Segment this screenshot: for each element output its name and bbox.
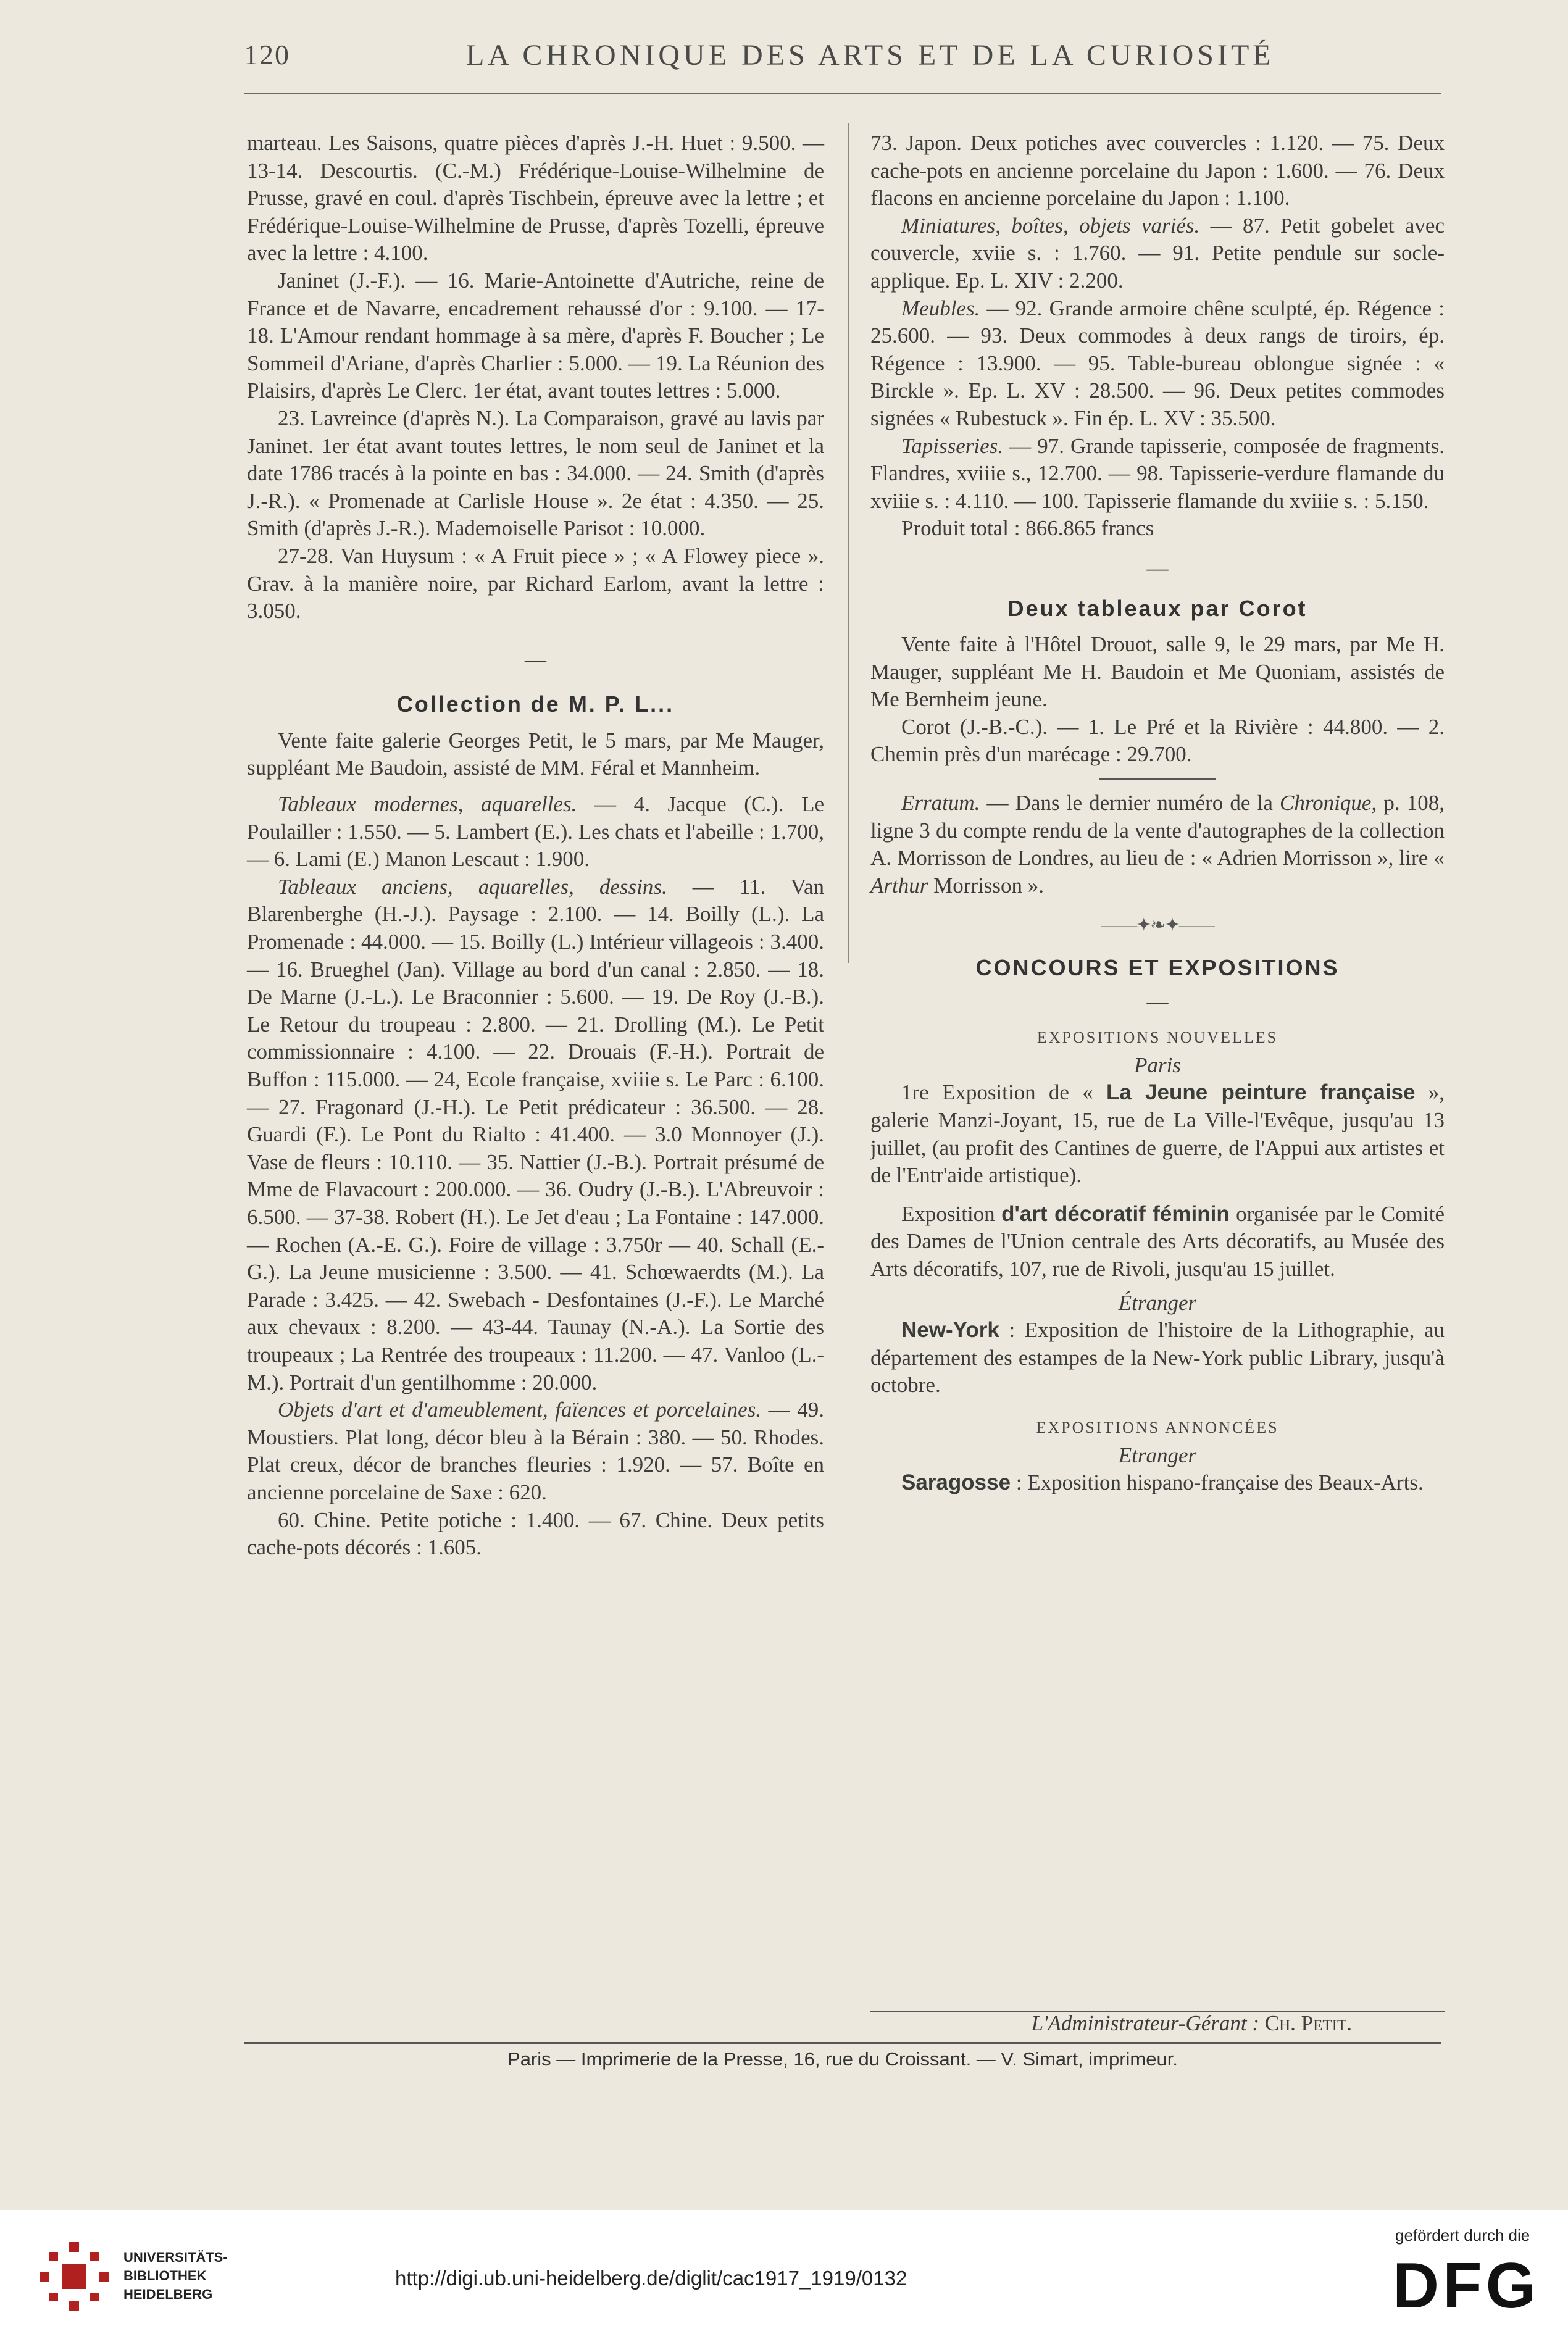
left-column [247,130,824,1562]
paragraph: marteau. Les Saisons, quatre pièces d'après J.-H. Huet : 9.500. — 13-14. Descourtis. (C.-M.) Frédérique-Louise-Wilhelmine de Prusse, gravé en coul. d'après Tischbein, épreuve avec la lettre ; et Frédérique-Louise-Wilhelmine de Prusse, d'après Tozelli, épreuve avec la lettre : 4.100. [247,131,824,265]
paragraph: Vente faite à l'Hôtel Drouot, salle 9, le 29 mars, par Me H. Mauger, suppléant Me H. Baudoin et Me Quoniam, assistés de Me Bernheim jeune. [870,632,1445,712]
paragraph: 60. Chine. Petite potiche : 1.400. — 67. Chine. Deux petits cache-pots décorés : 1.605. [247,1507,824,1560]
paragraph: Vente faite galerie Georges Petit, le 5 mars, par Me Mauger, suppléant Me Baudoin, assisté de MM. Féral et Mannheim. [247,728,824,780]
paragraph: Tableaux modernes, aquarelles. — 4. Jacque (C.). Le Poulailler : 1.550. — 5. Lambert (E.). Les chats et l'abeille : 1.700, — 6. Lami (E.) Manon Lescaut : 1.900. [247,792,825,872]
category-label: Tableaux modernes, aquarelles. [278,792,577,817]
place-heading: Paris [1134,1053,1181,1077]
place-heading: Étranger [1118,1290,1197,1315]
paragraph: 73. Japon. Deux potiches avec couvercles : 1.120. — 75. Deux cache-pots en ancienne porcelaine du Japon : 1.600. — 76. Deux flacons en ancienne porcelaine du Japon : 1.100. [870,131,1445,211]
section-heading: Collection de M. P. L... [396,691,675,717]
category-label: Tableaux anciens, aquarelles, dessins. [278,874,667,899]
paragraph: Saragosse : Exposition hispano-française des Beaux-Arts. [901,1470,1424,1495]
right-column [870,130,1445,1497]
paragraph: New-York : Exposition de l'histoire de la Lithographie, au département des estampes de la New-York public Library, jusqu'à octobre. [870,1318,1445,1398]
running-head [244,38,1441,81]
imprint-rule [244,2042,1441,2044]
category-label: Meubles. [901,296,980,320]
dfg-logo: DFG [1393,2250,1540,2322]
erratum-paragraph: Erratum. — Dans le dernier numéro de la Chronique, p. 108, ligne 3 du compte rendu de la vente d'autographes de la collection A. Morrisson de Londres, au lieu de : « Adrien Morrisson », lire « Arthur Morrisson ». [870,791,1445,898]
header-rule [244,93,1441,94]
paragraph: Miniatures, boîtes, objets variés. — 87. Petit gobelet avec couvercle, xviie s. : 1.760. — 91. Petite pendule sur socle-applique. Ep. L. XIV : 2.200. [870,213,1445,293]
printer-imprint: Paris — Imprimerie de la Presse, 16, rue du Croissant. — V. Simart, imprimeur. [507,2048,1178,2070]
paragraph: 1re Exposition de « La Jeune peinture française », galerie Manzi-Joyant, 15, rue de La Ville-l'Evêque, jusqu'au 13 juillet, (au profit des Cantines de guerre, de l'Appui aux artistes et de l'Entr'aide artistique). [870,1080,1445,1188]
paragraph: Corot (J.-B.-C.). — 1. Le Pré et la Rivière : 44.800. — 2. Chemin près d'un marécage : 29.700. [870,714,1445,767]
separator-dash: — [1146,556,1169,580]
category-label: Tapisseries. [901,433,1004,458]
separator-dash: — [1146,989,1169,1014]
short-rule [1099,778,1216,780]
permalink-url[interactable]: http://digi.ub.uni-heidelberg.de/diglit/cac1917_1919/0132 [395,2267,907,2290]
paragraph: Exposition d'art décoratif féminin organisée par le Comité des Dames de l'Union centrale des Arts décoratifs, au Musée des Arts décoratifs, 107, rue de Rivoli, jusqu'au 15 juillet. [870,1201,1445,1281]
paragraph: Meubles. — 92. Grande armoire chêne sculpté, ép. Régence : 25.600. — 93. Deux commodes à deux rangs de tiroirs, ép. Régence : 13.900. — 95. Table-bureau oblongue signée : « Birckle ». Ep. L. XV : 28.500. — 96. Deux petites commodes signées « Rubestuck ». Fin ép. L. XV : 35.500. [870,296,1445,430]
section-heading: Deux tableaux par Corot [1007,595,1307,621]
university-seal-icon [37,2240,111,2314]
column-divider [848,123,849,963]
university-name: UNIVERSITÄTS- BIBLIOTHEK HEIDELBERG [123,2249,228,2302]
category-label: Objets d'art et d'ameublement, faïences et porcelaines. [278,1398,762,1422]
subsection-heading: EXPOSITIONS ANNONCÉES [1036,1418,1279,1436]
paragraph: Tableaux anciens, aquarelles, dessins. — 11. Van Blarenberghe (H.-J.). Paysage : 2.100. — 14. Boilly (L.). La Promenade : 44.000. — 15. Boilly (L.) Intérieur villageois : 3.400. — 16. Brueghel (Jan). Village au bord d'un canal : 2.850. — 18. De Marne (J.-L.). Le Braconnier : 5.600. — 19. De Roy (J.-B.). Le Retour du troupeau : 2.800. — 21. Drolling (M.). Le Petit commissionnaire : 4.100. — 22. Drouais (F.-H.). Portrait de Buffon : 115.000. — 24, Ecole française, xviiie s. Le Parc : 6.100. — 27. Fragonard (J.-H.). Le Petit prédicateur : 36.500. — 28. Guardi (F.). Le Pont du Rialto : 41.400. — 3.0 Monnoyer (J.). Vase de fleurs : 10.110. — 35. Nattier (J.-B.). Portrait présumé de Mme de Flavacourt : 200.000. — 36. Oudry (J.-B.). L'Abreuvoir : 6.500. — 37-38. Robert (H.). Le Jet d'eau ; La Fontaine : 147.000. — Rochen (A.-E. G.). Foire de village : 3.750r — 40. Schall (E.-G.). La Jeune musicienne : 3.500. — 41. Schœwaerdts (M.). La Parade : 3.425. — 42. Swebach - Desfontaines (J.-F.). Le Marché aux chevaux : 8.200. — 43-44. Taunay (N.-A.). La Sortie des troupeaux ; La Rentrée des troupeaux : 11.200. — 47. Vanloo (L.-M.). Portrait d'un gentilhomme : 20.000. [247,874,825,1394]
paragraph: 23. Lavreince (d'après N.). La Comparaison, gravé au lavis par Janinet. 1er état avant toutes lettres, le nom seul de Janinet et la date 1786 tracés à la pointe en bas : 34.000. — 24. Smith (d'après J.-R.). « Promenade at Carlisle House ». 2e état : 4.350. — 25. Smith (d'après J.-R.). Mademoiselle Parisot : 10.000. [247,406,824,541]
section-heading: CONCOURS ET EXPOSITIONS [975,955,1340,981]
subsection-heading: EXPOSITIONS NOUVELLES [1036,1028,1278,1047]
paragraph: Objets d'art et d'ameublement, faïences et porcelaines. — 49. Moustiers. Plat long, décor bleu à la Bérain : 380. — 50. Rhodes. Plat creux, décor de branches fleuries : 1.920. — 57. Boîte en ancienne porcelaine de Saxe : 620. [247,1398,825,1504]
place-heading: Etranger [1118,1443,1197,1467]
journal-title: LA CHRONIQUE DES ARTS ET DE LA CURIOSITÉ [466,39,1275,72]
funding-caption: gefördert durch die [1395,2226,1530,2245]
ornament-rule: ——✦❧✦—— [1101,915,1214,936]
paragraph: 27-28. Van Huysum : « A Fruit piece » ; « A Flowey piece ». Grav. à la manière noire, par Richard Earlom, avant la lettre : 3.050. [247,543,824,623]
paragraph: Tapisseries. — 97. Grande tapisserie, composée de fragments. Flandres, xviiie s., 12.700. — 98. Tapisserie-verdure flamande du xviiie s. : 4.110. — 100. Tapisserie flamande du xviiie s. : 5.150. [870,433,1445,513]
category-label: Miniatures, boîtes, objets variés. [901,213,1200,238]
gerant-signature: L'Administrateur-Gérant : Ch. Petit. [1031,2011,1352,2035]
page-number: 120 [244,39,290,70]
total-line: Produit total : 866.865 francs [901,516,1154,541]
digitization-footer [0,2210,1568,2326]
separator-dash: — [525,647,546,672]
paragraph: Janinet (J.-F.). — 16. Marie-Antoinette d'Autriche, reine de France et de Navarre, encadrement rehaussé d'or : 9.100. — 17-18. L'Amour rendant hommage à sa mère, d'après F. Boucher ; Le Sommeil d'Ariane, d'après Charlier : 5.000. — 19. La Réunion des Plaisirs, d'après Le Clerc. 1er état, avant toutes lettres : 5.000. [247,268,824,403]
